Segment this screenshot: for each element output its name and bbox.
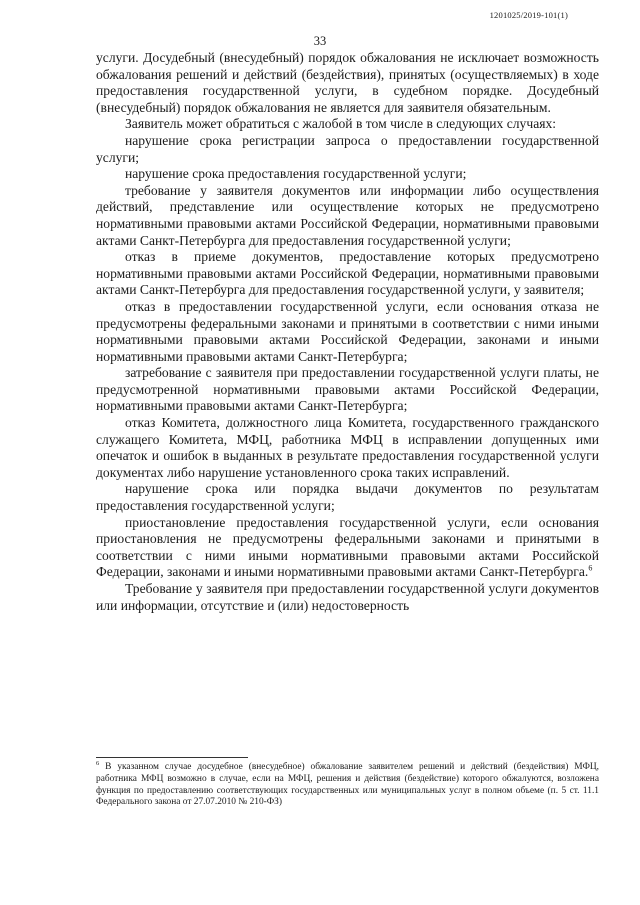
list-item bbox=[96, 515, 599, 581]
list-item-text: приостановление предоставления государственной услуги, если основания приостановления не предусмотрены федеральными законами и принятыми в соответствии с ними иными нормативными правовыми актами Российской Федерации, законами и иными нормативными правовыми актами Санкт-Петербурга. bbox=[96, 514, 599, 580]
list-item: требование у заявителя документов или информации либо осуществления действий, представление или осуществление которых не предусмотрено нормативными правовыми актами Российской Федерации, нормативными правовыми актами Санкт-Петербурга для предоставления государственной услуги; bbox=[96, 182, 599, 248]
document-id: 1201025/2019-101(1) bbox=[489, 10, 568, 20]
footnote-reference[interactable]: 6 bbox=[588, 563, 593, 573]
footnote-marker: 6 bbox=[96, 759, 100, 767]
list-item: затребование с заявителя при предоставлении государственной услуги платы, не предусмотренной нормативными правовыми актами Российской Федерации, нормативными правовыми актами Санкт-Петербурга; bbox=[96, 365, 599, 414]
list-item: отказ в приеме документов, предоставление которых предусмотрено нормативными правовыми актами Российской Федерации, нормативными правовыми актами Санкт-Петербурга для предоставления государственной услуги, у заявителя; bbox=[96, 249, 599, 298]
list-item: нарушение срока регистрации запроса о предоставлении государственной услуги; bbox=[96, 132, 599, 165]
footnote-divider bbox=[96, 757, 248, 758]
paragraph: услуги. Досудебный (внесудебный) порядок обжалования не исключает возможность обжалования решений и действий (бездействия), принятых (осуществляемых) в ходе предоставления государственной услуги, в судебном порядке. Досудебный (внесудебный) порядок обжалования не является для заявителя обязательным. bbox=[96, 50, 599, 115]
paragraph: Требование у заявителя при предоставлении государственной услуги документов или информации, отсутствие и (или) недостоверность bbox=[96, 581, 599, 613]
page-number: 33 bbox=[313, 34, 327, 48]
body-text bbox=[96, 50, 599, 614]
paragraph: Заявитель может обратиться с жалобой в том числе в следующих случаях: bbox=[125, 116, 557, 132]
list-item: нарушение срока или порядка выдачи документов по результатам предоставления государственной услуги; bbox=[96, 481, 599, 514]
list-item: отказ Комитета, должностного лица Комитета, государственного гражданского служащего Комитета, МФЦ, работника МФЦ в исправлении допущенных ими опечаток и ошибок в выданных в результате предоставления государственной услуги документах либо нарушение установленного срока таких исправлений. bbox=[96, 415, 599, 480]
list-item: нарушение срока предоставления государственной услуги; bbox=[125, 166, 467, 182]
footnote-text: В указанном случае досудебное (внесудебное) обжалование заявителем решений и действий (бездействия) МФЦ, работника МФЦ возможно в случае, если на МФЦ, решения и действия (бездействие) которого обжалуются, возложена функция по предоставлению соответствующих государственных или муниципальных услуг в полном объеме (п. 5 ст. 11.1 Федерального закона от 27.07.2010 № 210-ФЗ) bbox=[96, 762, 599, 808]
footnote bbox=[96, 759, 599, 809]
list-item: отказ в предоставлении государственной услуги, если основания отказа не предусмотрены федеральными законами и принятыми в соответствии с ними иными нормативными правовыми актами Российской Федерации, законами и иными нормативными правовыми актами Санкт-Петербурга; bbox=[96, 298, 599, 364]
